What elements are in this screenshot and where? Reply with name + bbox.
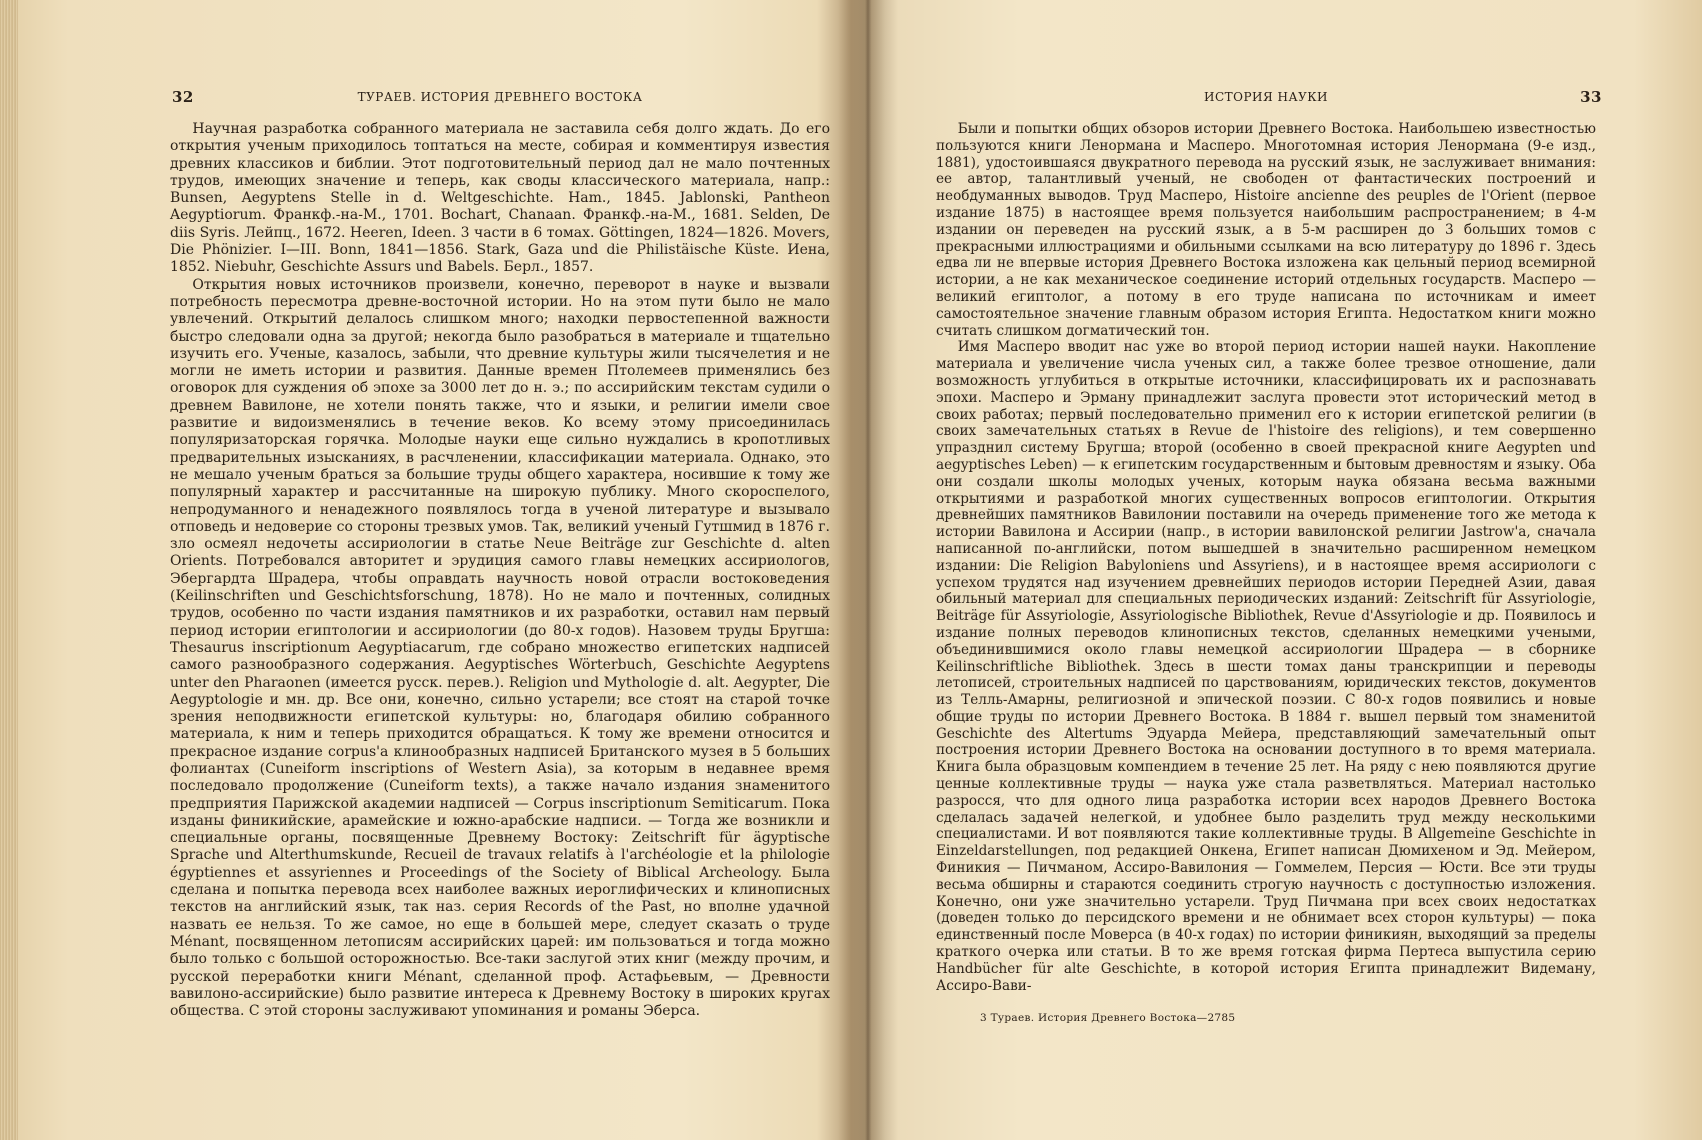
book-gutter	[838, 0, 898, 1140]
paragraph: Имя Масперо вводит нас уже во второй период истории нашей науки. Накопление материала и увеличение числа ученых сил, а также более трезвое отношение, дали возможность углубиться в открытые источники, классифицировать их и распознавать эпохи. Масперо и Эрману принадлежит заслуга провести этот исторический метод в своих работах; первый последовательно применил его к истории египетской религии (в своих замечательных статьях в Revue de l'histoire des religions), и тем совершенно упразднил систему Бругша; второй (особенно в своей прекрасной книге Aegypten und aegyptisches Leben) — к египетским государственным и бытовым древностям и языку. Оба они создали школы молодых ученых, которым наука обязана весьма важными открытиями и разработкой многих существенных вопросов египтологии. Открытия древнейших памятников Вавилонии поставили на очередь применение того же метода к истории Вавилона и Ассирии (напр., в истории вавилонской религии Jastrow'а, сначала написанной по-английски, потом вышедшей в значительно расширенном немецком издании: Die Religion Babyloniens und Assyriens), и в настоящее время ассириологи с успехом трудятся над изучением древнейших периодов истории Передней Азии, давая обильный материал для специальных периодических изданий: Zeitschrift für Assyriologie, Beiträge für Assyriologie, Assyriologische Bibliothek, Revue d'Assyriologie и др. Появилось и издание полных переводов клинописных текстов, сделанных немецкими учеными, объединившимися около главы немецкой ассириологии Шрадера — в сборнике Keilinschriftliche Bibliothek. Здесь в шести томах даны транскрипции и переводы летописей, строительных надписей по царствованиям, юридических текстов, документов из Телль-Амарны, религиозной и эпической поэзии. С 80-х годов появились и новые общие труды по истории Древнего Востока. В 1884 г. вышел первый том знаменитой Geschichte des Altertums Эдуарда Мейера, представляющий замечательный опыт построения истории Древнего Востока на основании доступного в то время материала. Книга была образцовым компендием в течение 25 лет. На ряду с нею появляются другие ценные коллективные труды — наука уже стала разветвляться. Материал настолько разросся, что для одного лица разработка истории всех народов Древнего Востока сделалась задачей нелегкой, и удобнее было разделить труд между несколькими специалистами. И вот появляются такие коллективные труды. В Allgemeine Geschichte in Einzeldarstellungen, под редакцией Онкена, Египет написан Дюмихеном и Эд. Мейером, Финикия — Пичманом, Ассиро-Вавилония — Гоммелем, Персия — Юсти. Все эти труды весьма обширны и стараются соединить строгую научность с доступностью изложения. Конечно, они уже значительно устарели. Труд Пичмана при всех своих недостатках (доведен только до персидского времени и не обнимает всех сторон культуры) — пока единственный после Моверса (в 40-х годах) по истории финикиян, выходящий за пределы краткого очерка или статьи. В то же время готская фирма Пертеса выпустила серию Handbücher für alte Geschichte, в которой история Египта принадлежит Видеману, Ассиро-Вави-	[936, 339, 1596, 994]
paragraph: Открытия новых источников произвели, конечно, переворот в науке и вызвали потребность пересмотра древне-восточной истории. Но на этом пути было не мало увлечений. Открытий делалось слишком много; находки первостепенной важности быстро следовали одна за другой; некогда было разобраться в материале и тщательно изучить его. Ученые, казалось, забыли, что древние культуры жили тысячелетия и не могли не иметь истории и развития. Данные времен Птолемеев применялись без оговорок для суждения об эпохе за 3000 лет до н. э.; по ассирийским текстам судили о древнем Вавилоне, не хотели понять также, что и языки, и религии имели свое развитие и видоизменялись в течение веков. Ко всему этому присоединилась популяризаторская горячка. Молодые науки еще сильно нуждались в кропотливых предварительных изысканиях, в расчленении, классификации материала. Однако, это не мешало ученым браться за большие труды общего характера, носившие к тому же популярный характер и рассчитанные на широкую публику. Много скороспелого, непродуманного и ненадежного появлялось тогда в ученой литературе и вызывало отповедь и недоверие со стороны трезвых умов. Так, великий ученый Гутшмид в 1876 г. зло осмеял недочеты ассириологии в статье Neue Beiträge zur Geschichte d. alten Orients. Потребовался авторитет и эрудиция самого главы немецких ассириологов, Эбергардта Шрадера, чтобы оправдать научность новой отрасли востоковедения (Keilinschriften und Geschichtsforschung, 1878). Но не мало и почтенных, солидных трудов, особенно по части издания памятников и их разработки, оставил нам первый период истории египтологии и ассириологии (до 80-х годов). Назовем труды Бругша: Thesaurus inscriptionum Aegyptiacarum, где собрано множество египетских надписей самого разнообразного содержания. Aegyptisches Wörterbuch, Geschichte Aegyptens unter den Pharaonen (имеется русск. перев.). Religion und Mythologie d. alt. Aegypter, Die Aegyptologie и мн. др. Все они, конечно, сильно устарели; все стоят на старой точке зрения неподвижности египетской культуры: но, благодаря обилию собранного материала, к ним и теперь приходится обращаться. К тому же времени относится и прекрасное издание corpus'а клинообразных надписей Британского музея в 5 больших фолиантах (Cuneiform inscriptions of Western Asia), за которым в недавнее время последовало продолжение (Cuneiform texts), а также начало издания знаменитого предприятия Парижской академии надписей — Corpus inscriptionum Semiticarum. Пока изданы финикийские, арамейские и южно-арабские надписи. — Тогда же возникли и специальные органы, посвященные Древнему Востоку: Zeitschrift für ägyptische Sprache und Alterthumskunde, Recueil de travaux relatifs à l'archéologie et la philologie égyptiennes et assyriennes и Proceedings of the Society of Biblical Archeology. Была сделана и попытка перевода всех наиболее важных иероглифических и клинописных текстов на английский язык, так наз. серия Records of the Past, но вполне удачной назвать ее нельзя. То же самое, но еще в большей мере, следует сказать о труде Ménant, посвященном летописям ассирийских царей: им пользоваться и тогда можно было только с большой осторожностью. Все-таки заслугой этих книг (между прочим, и русской переработки книги Ménant, сделанной проф. Астафьевым, — Древности вавилоно-ассирийские) было развитие интереса к Древнему Востоку в широких кругах общества. С этой стороны заслуживают упоминания и романы Эберса.	[170, 276, 830, 1020]
right-page-header	[936, 88, 1602, 108]
paragraph: Научная разработка собранного материала не заставила себя долго ждать. До его открытия ученым приходилось топтаться на месте, собирая и комментируя известия древних классиков и библии. Этот подготовительный период дал не мало почтенных трудов, имеющих значение и теперь, как своды классического материала, напр.: Bunsen, Aegyptens Stelle in d. Weltgeschichte. Ham., 1845. Jablonski, Pantheon Aegyptiorum. Франкф.-на-М., 1701. Bochart, Chanaan. Франкф.-на-М., 1681. Selden, De diis Syris. Лейпц., 1672. Heeren, Ideen. 3 части в 6 томах. Göttingen, 1824—1826. Movers, Die Phönizier. I—III. Bonn, 1841—1856. Stark, Gaza und die Philistäische Küste. Иена, 1852. Niebuhr, Geschichte Assurs und Babels. Берл., 1857.	[170, 121, 830, 276]
paragraph: Были и попытки общих обзоров истории Древнего Востока. Наибольшею известностью пользуются книги Ленормана и Масперо. Многотомная история Ленормана (9-е изд., 1881), удостоившаяся двукратного перевода на русский язык, не заслуживает внимания: ее автор, талантливый ученый, не свободен от фантастических построений и необдуманных выводов. Труд Масперо, Histoire ancienne des peuples de l'Orient (первое издание 1875) в настоящее время пользуется наибольшим распространением; в 4-м издании он переведен на русский язык, а в 5-м расширен до 3 больших томов с прекрасными иллюстрациями и обильными ссылками на всю литературу до 1896 г. Здесь едва ли не впервые история Древнего Востока изложена как цельный период всемирной истории, а не как механическое соединение историй отдельных государств. Масперо — великий египтолог, а потому в его труде написана по источникам и имеет самостоятельное значение главным образом история Египта. Недостатком книги можно считать слишком догматический тон.	[936, 121, 1596, 339]
running-head: ИСТОРИЯ НАУКИ	[1203, 90, 1328, 104]
left-page-body	[170, 121, 830, 1020]
left-page-header	[170, 88, 830, 108]
right-page-body	[936, 121, 1596, 994]
page-edges	[0, 0, 18, 1140]
running-head: ТУРАЕВ. ИСТОРИЯ ДРЕВНЕГО ВОСТОКА	[357, 90, 643, 104]
left-page	[170, 0, 830, 1140]
right-page	[936, 0, 1602, 1140]
page-number: 33	[1580, 88, 1602, 106]
signature-footer: 3 Тураев. История Древнего Востока—2785	[980, 1012, 1236, 1024]
page-number: 32	[172, 88, 194, 106]
